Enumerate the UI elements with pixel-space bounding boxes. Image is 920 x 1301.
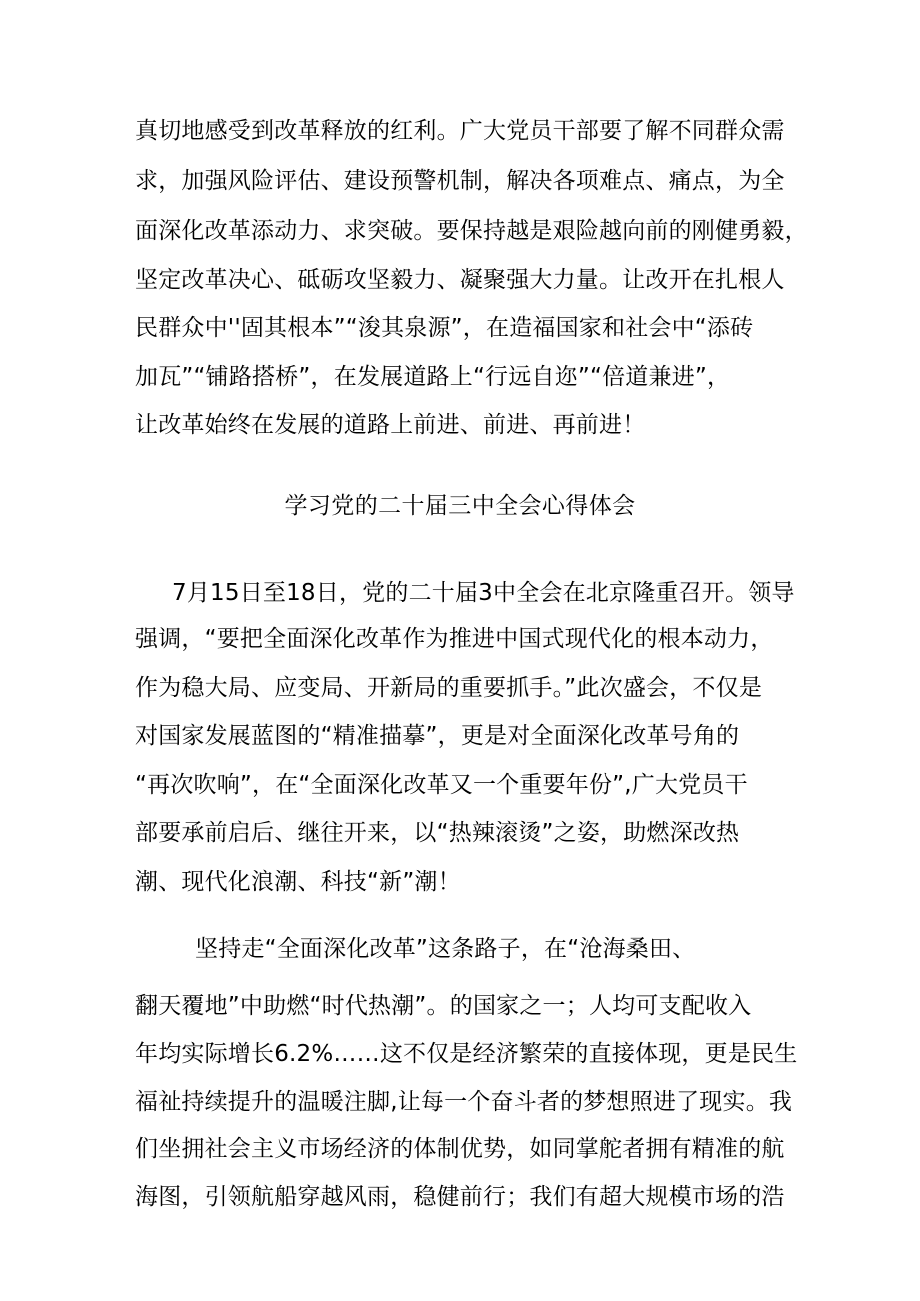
text-line: “再次吹响”，在“全面深化改革又一个重要年份”,广大党员干 xyxy=(135,772,748,798)
text-line: 真切地感受到改革释放的红利。广大党员干部要了解不同群众需 xyxy=(135,118,785,144)
text-line: 潮、现代化浪潮、科技“新”潮！ xyxy=(135,869,461,895)
text-line: 海图，引领航船穿越风雨，稳健前行；我们有超大规模市场的浩 xyxy=(135,1184,785,1210)
text-line: 让改革始终在发展的道路上前进、前进、再前进！ xyxy=(135,412,646,438)
text-line: 坚持走“全面深化改革”这条路子，在“沧海桑田、 xyxy=(195,936,696,962)
text-line: 部要承前启后、继往开来，以“热辣滚烫”之姿，助燃深改热 xyxy=(135,820,740,846)
text-line: 加瓦”“铺路搭桥”，在发展道路上“行远自迩”“倍道兼进”， xyxy=(135,364,731,390)
text-line: 坚定改革决心、砥砺攻坚毅力、凝聚强大力量。让改开在扎根人 xyxy=(135,267,785,293)
text-line: 年均实际增长6.2%……这不仅是经济繁荣的直接体现，更是民生 xyxy=(135,1041,798,1067)
text-line: 翻天覆地”中助燃“时代热潮”。的国家之一；人均可支配收入 xyxy=(135,993,752,1019)
text-line: 求，加强风险评估、建设预警机制，解决各项难点、痛点，为全 xyxy=(135,168,785,194)
text-line: 强调，“要把全面深化改革作为推进中国式现代化的根本动力， xyxy=(135,626,774,652)
text-line: 对国家发展蓝图的“精准描摹”，更是对全面深化改革号角的 xyxy=(135,723,740,749)
text-line: 们坐拥社会主义市场经济的体制优势，如同掌舵者拥有精准的航 xyxy=(135,1136,785,1162)
text-line: 民群众中''固其根本”“浚其泉源”，在造福国家和社会中“添砖 xyxy=(135,315,754,341)
text-line: 作为稳大局、应变局、开新局的重要抓手。”此次盛会，不仅是 xyxy=(135,675,763,701)
text-line: 7月15日至18日，党的二十届3中全会在北京隆重召开。领导 xyxy=(172,580,795,606)
text-line: 福祉持续提升的温暖注脚,让每一个奋斗者的梦想照进了现实。我 xyxy=(135,1089,793,1115)
section-title: 学习党的二十届三中全会心得体会 xyxy=(284,493,636,519)
text-line: 面深化改革添动力、求突破。要保持越是艰险越向前的刚健勇毅， xyxy=(135,218,808,244)
